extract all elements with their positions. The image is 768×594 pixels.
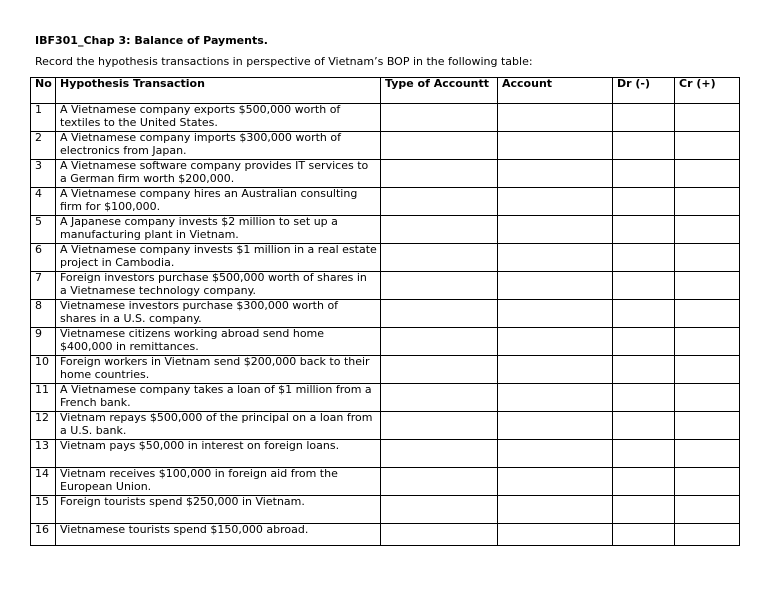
cell-debit[interactable] bbox=[613, 524, 675, 546]
table-row bbox=[31, 188, 740, 216]
cell-credit[interactable] bbox=[675, 496, 740, 524]
cell-debit[interactable] bbox=[613, 328, 675, 356]
cell-debit[interactable] bbox=[613, 104, 675, 132]
cell-transaction: Foreign tourists spend $250,000 in Vietnam. bbox=[56, 496, 381, 524]
cell-transaction: A Vietnamese company hires an Australian consulting firm for $100,000. bbox=[56, 188, 381, 216]
table-row bbox=[31, 216, 740, 244]
cell-transaction: Vietnam pays $50,000 in interest on foreign loans. bbox=[56, 440, 381, 468]
cell-type-of-account[interactable] bbox=[381, 496, 498, 524]
cell-type-of-account[interactable] bbox=[381, 216, 498, 244]
cell-account[interactable] bbox=[498, 412, 613, 440]
cell-transaction: A Vietnamese company takes a loan of $1 million from a French bank. bbox=[56, 384, 381, 412]
table-row bbox=[31, 328, 740, 356]
header-credit: Cr (+) bbox=[675, 78, 740, 104]
table-row bbox=[31, 356, 740, 384]
cell-credit[interactable] bbox=[675, 188, 740, 216]
cell-credit[interactable] bbox=[675, 216, 740, 244]
cell-account[interactable] bbox=[498, 104, 613, 132]
cell-debit[interactable] bbox=[613, 440, 675, 468]
cell-account[interactable] bbox=[498, 496, 613, 524]
cell-debit[interactable] bbox=[613, 244, 675, 272]
cell-credit[interactable] bbox=[675, 440, 740, 468]
cell-no: 13 bbox=[31, 440, 56, 468]
cell-type-of-account[interactable] bbox=[381, 160, 498, 188]
cell-account[interactable] bbox=[498, 468, 613, 496]
cell-no: 2 bbox=[31, 132, 56, 160]
cell-no: 7 bbox=[31, 272, 56, 300]
cell-no: 12 bbox=[31, 412, 56, 440]
cell-transaction: A Vietnamese company exports $500,000 worth of textiles to the United States. bbox=[56, 104, 381, 132]
cell-type-of-account[interactable] bbox=[381, 468, 498, 496]
cell-debit[interactable] bbox=[613, 188, 675, 216]
cell-debit[interactable] bbox=[613, 384, 675, 412]
cell-account[interactable] bbox=[498, 216, 613, 244]
table-row bbox=[31, 160, 740, 188]
cell-transaction: Vietnamese tourists spend $150,000 abroad. bbox=[56, 524, 381, 546]
cell-account[interactable] bbox=[498, 356, 613, 384]
table-row bbox=[31, 104, 740, 132]
cell-no: 6 bbox=[31, 244, 56, 272]
cell-no: 5 bbox=[31, 216, 56, 244]
header-no: No bbox=[31, 78, 56, 104]
header-debit: Dr (-) bbox=[613, 78, 675, 104]
cell-no: 1 bbox=[31, 104, 56, 132]
header-transaction: Hypothesis Transaction bbox=[56, 78, 381, 104]
cell-credit[interactable] bbox=[675, 412, 740, 440]
cell-type-of-account[interactable] bbox=[381, 272, 498, 300]
cell-account[interactable] bbox=[498, 244, 613, 272]
cell-no: 8 bbox=[31, 300, 56, 328]
cell-account[interactable] bbox=[498, 188, 613, 216]
instruction-text: Record the hypothesis transactions in perspective of Vietnam’s BOP in the following table: bbox=[35, 55, 533, 68]
table-header-row bbox=[31, 78, 740, 104]
cell-transaction: A Japanese company invests $2 million to set up a manufacturing plant in Vietnam. bbox=[56, 216, 381, 244]
cell-type-of-account[interactable] bbox=[381, 188, 498, 216]
cell-account[interactable] bbox=[498, 160, 613, 188]
cell-type-of-account[interactable] bbox=[381, 300, 498, 328]
cell-type-of-account[interactable] bbox=[381, 440, 498, 468]
cell-transaction: A Vietnamese company invests $1 million in a real estate project in Cambodia. bbox=[56, 244, 381, 272]
cell-no: 4 bbox=[31, 188, 56, 216]
cell-transaction: A Vietnamese company imports $300,000 worth of electronics from Japan. bbox=[56, 132, 381, 160]
cell-credit[interactable] bbox=[675, 356, 740, 384]
cell-transaction: Vietnamese citizens working abroad send home $400,000 in remittances. bbox=[56, 328, 381, 356]
cell-debit[interactable] bbox=[613, 468, 675, 496]
table-row bbox=[31, 524, 740, 546]
cell-type-of-account[interactable] bbox=[381, 412, 498, 440]
table-row bbox=[31, 300, 740, 328]
cell-debit[interactable] bbox=[613, 356, 675, 384]
table-row bbox=[31, 468, 740, 496]
cell-transaction: Foreign workers in Vietnam send $200,000 back to their home countries. bbox=[56, 356, 381, 384]
cell-credit[interactable] bbox=[675, 524, 740, 546]
header-account: Account bbox=[498, 78, 613, 104]
cell-type-of-account[interactable] bbox=[381, 132, 498, 160]
cell-no: 16 bbox=[31, 524, 56, 546]
cell-account[interactable] bbox=[498, 524, 613, 546]
cell-credit[interactable] bbox=[675, 160, 740, 188]
cell-account[interactable] bbox=[498, 440, 613, 468]
cell-debit[interactable] bbox=[613, 160, 675, 188]
document-title: IBF301_Chap 3: Balance of Payments. bbox=[35, 34, 268, 47]
cell-type-of-account[interactable] bbox=[381, 244, 498, 272]
cell-account[interactable] bbox=[498, 300, 613, 328]
cell-credit[interactable] bbox=[675, 328, 740, 356]
table-row bbox=[31, 272, 740, 300]
table-row bbox=[31, 412, 740, 440]
table-row bbox=[31, 132, 740, 160]
table-row bbox=[31, 244, 740, 272]
cell-no: 11 bbox=[31, 384, 56, 412]
table-row bbox=[31, 440, 740, 468]
cell-account[interactable] bbox=[498, 272, 613, 300]
table-row bbox=[31, 384, 740, 412]
cell-type-of-account[interactable] bbox=[381, 328, 498, 356]
cell-debit[interactable] bbox=[613, 300, 675, 328]
cell-credit[interactable] bbox=[675, 104, 740, 132]
cell-type-of-account[interactable] bbox=[381, 356, 498, 384]
cell-credit[interactable] bbox=[675, 244, 740, 272]
cell-transaction: Vietnam repays $500,000 of the principal on a loan from a U.S. bank. bbox=[56, 412, 381, 440]
cell-transaction: Foreign investors purchase $500,000 worth of shares in a Vietnamese technology company. bbox=[56, 272, 381, 300]
cell-type-of-account[interactable] bbox=[381, 524, 498, 546]
cell-debit[interactable] bbox=[613, 496, 675, 524]
cell-no: 9 bbox=[31, 328, 56, 356]
cell-credit[interactable] bbox=[675, 300, 740, 328]
header-type-of-account: Type of Accountt bbox=[381, 78, 498, 104]
cell-transaction: A Vietnamese software company provides IT services to a German firm worth $200,000. bbox=[56, 160, 381, 188]
cell-no: 15 bbox=[31, 496, 56, 524]
cell-credit[interactable] bbox=[675, 384, 740, 412]
cell-credit[interactable] bbox=[675, 468, 740, 496]
cell-type-of-account[interactable] bbox=[381, 384, 498, 412]
cell-account[interactable] bbox=[498, 328, 613, 356]
cell-no: 3 bbox=[31, 160, 56, 188]
table-row bbox=[31, 496, 740, 524]
cell-type-of-account[interactable] bbox=[381, 104, 498, 132]
bop-table bbox=[30, 77, 740, 546]
cell-account[interactable] bbox=[498, 132, 613, 160]
cell-debit[interactable] bbox=[613, 412, 675, 440]
cell-debit[interactable] bbox=[613, 272, 675, 300]
cell-credit[interactable] bbox=[675, 272, 740, 300]
cell-account[interactable] bbox=[498, 384, 613, 412]
cell-debit[interactable] bbox=[613, 216, 675, 244]
cell-no: 14 bbox=[31, 468, 56, 496]
cell-transaction: Vietnam receives $100,000 in foreign aid from the European Union. bbox=[56, 468, 381, 496]
cell-debit[interactable] bbox=[613, 132, 675, 160]
cell-transaction: Vietnamese investors purchase $300,000 worth of shares in a U.S. company. bbox=[56, 300, 381, 328]
cell-no: 10 bbox=[31, 356, 56, 384]
cell-credit[interactable] bbox=[675, 132, 740, 160]
